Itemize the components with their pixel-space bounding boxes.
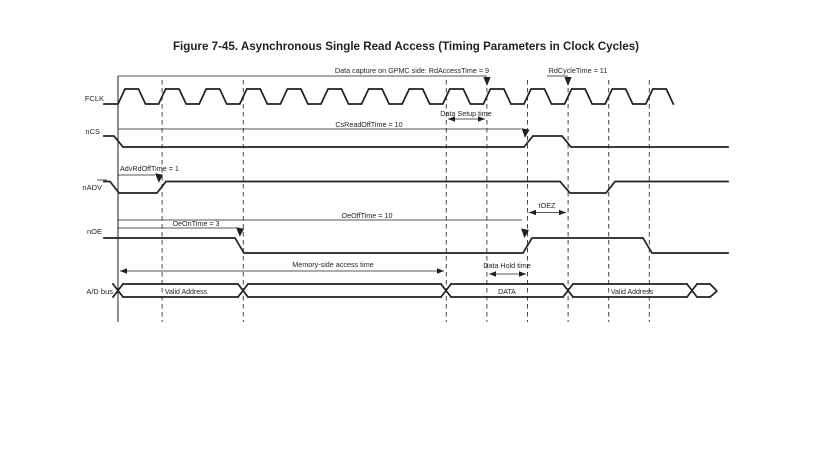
signal-label-fclk: FCLK: [84, 94, 104, 103]
toez-label: tOEZ: [538, 201, 556, 210]
rd-cycle-arrow-icon: [564, 77, 571, 86]
data-setup-label: Data Setup time: [440, 109, 492, 118]
bus-valid-address-2: Valid Address: [610, 289, 654, 296]
rd-cycle-label: RdCycleTime = 11: [548, 66, 608, 75]
oe-on-label: OeOnTime = 3: [172, 219, 220, 228]
oe-on-arrow-icon: [236, 227, 244, 237]
signal-label-ncs: nCS: [85, 127, 100, 136]
fclk-waveform: [104, 89, 673, 104]
cs-read-off-arrow-icon: [522, 128, 530, 138]
rd-access-label: Data capture on GPMC side: RdAccessTime = 9: [334, 66, 490, 75]
figure-title: Figure 7-45. Asynchronous Single Read Access (Timing Parameters in Clock Cycles): [172, 40, 640, 53]
clock-cycle-gridlines: [162, 80, 649, 322]
signal-label-adbus: A/D bus: [86, 287, 113, 296]
adv-rd-off-label: AdvRdOffTime = 1: [120, 164, 179, 173]
bus-data: DATA: [498, 289, 516, 296]
data-hold-label: Data Hold time: [483, 261, 531, 270]
cs-read-off-label: CsReadOffTime = 10: [335, 120, 403, 129]
bus-valid-address-1: Valid Address: [164, 289, 208, 296]
oe-off-label: OeOffTime = 10: [341, 211, 393, 220]
nadv-waveform: [104, 182, 728, 194]
signal-label-noe: nOE: [86, 227, 102, 236]
noe-waveform: [104, 238, 728, 253]
memory-access-label: Memory-side access time: [292, 260, 374, 269]
rd-access-arrow-icon: [483, 77, 490, 86]
ncs-waveform: [104, 136, 728, 147]
signal-label-nadv: nADV: [82, 183, 102, 192]
